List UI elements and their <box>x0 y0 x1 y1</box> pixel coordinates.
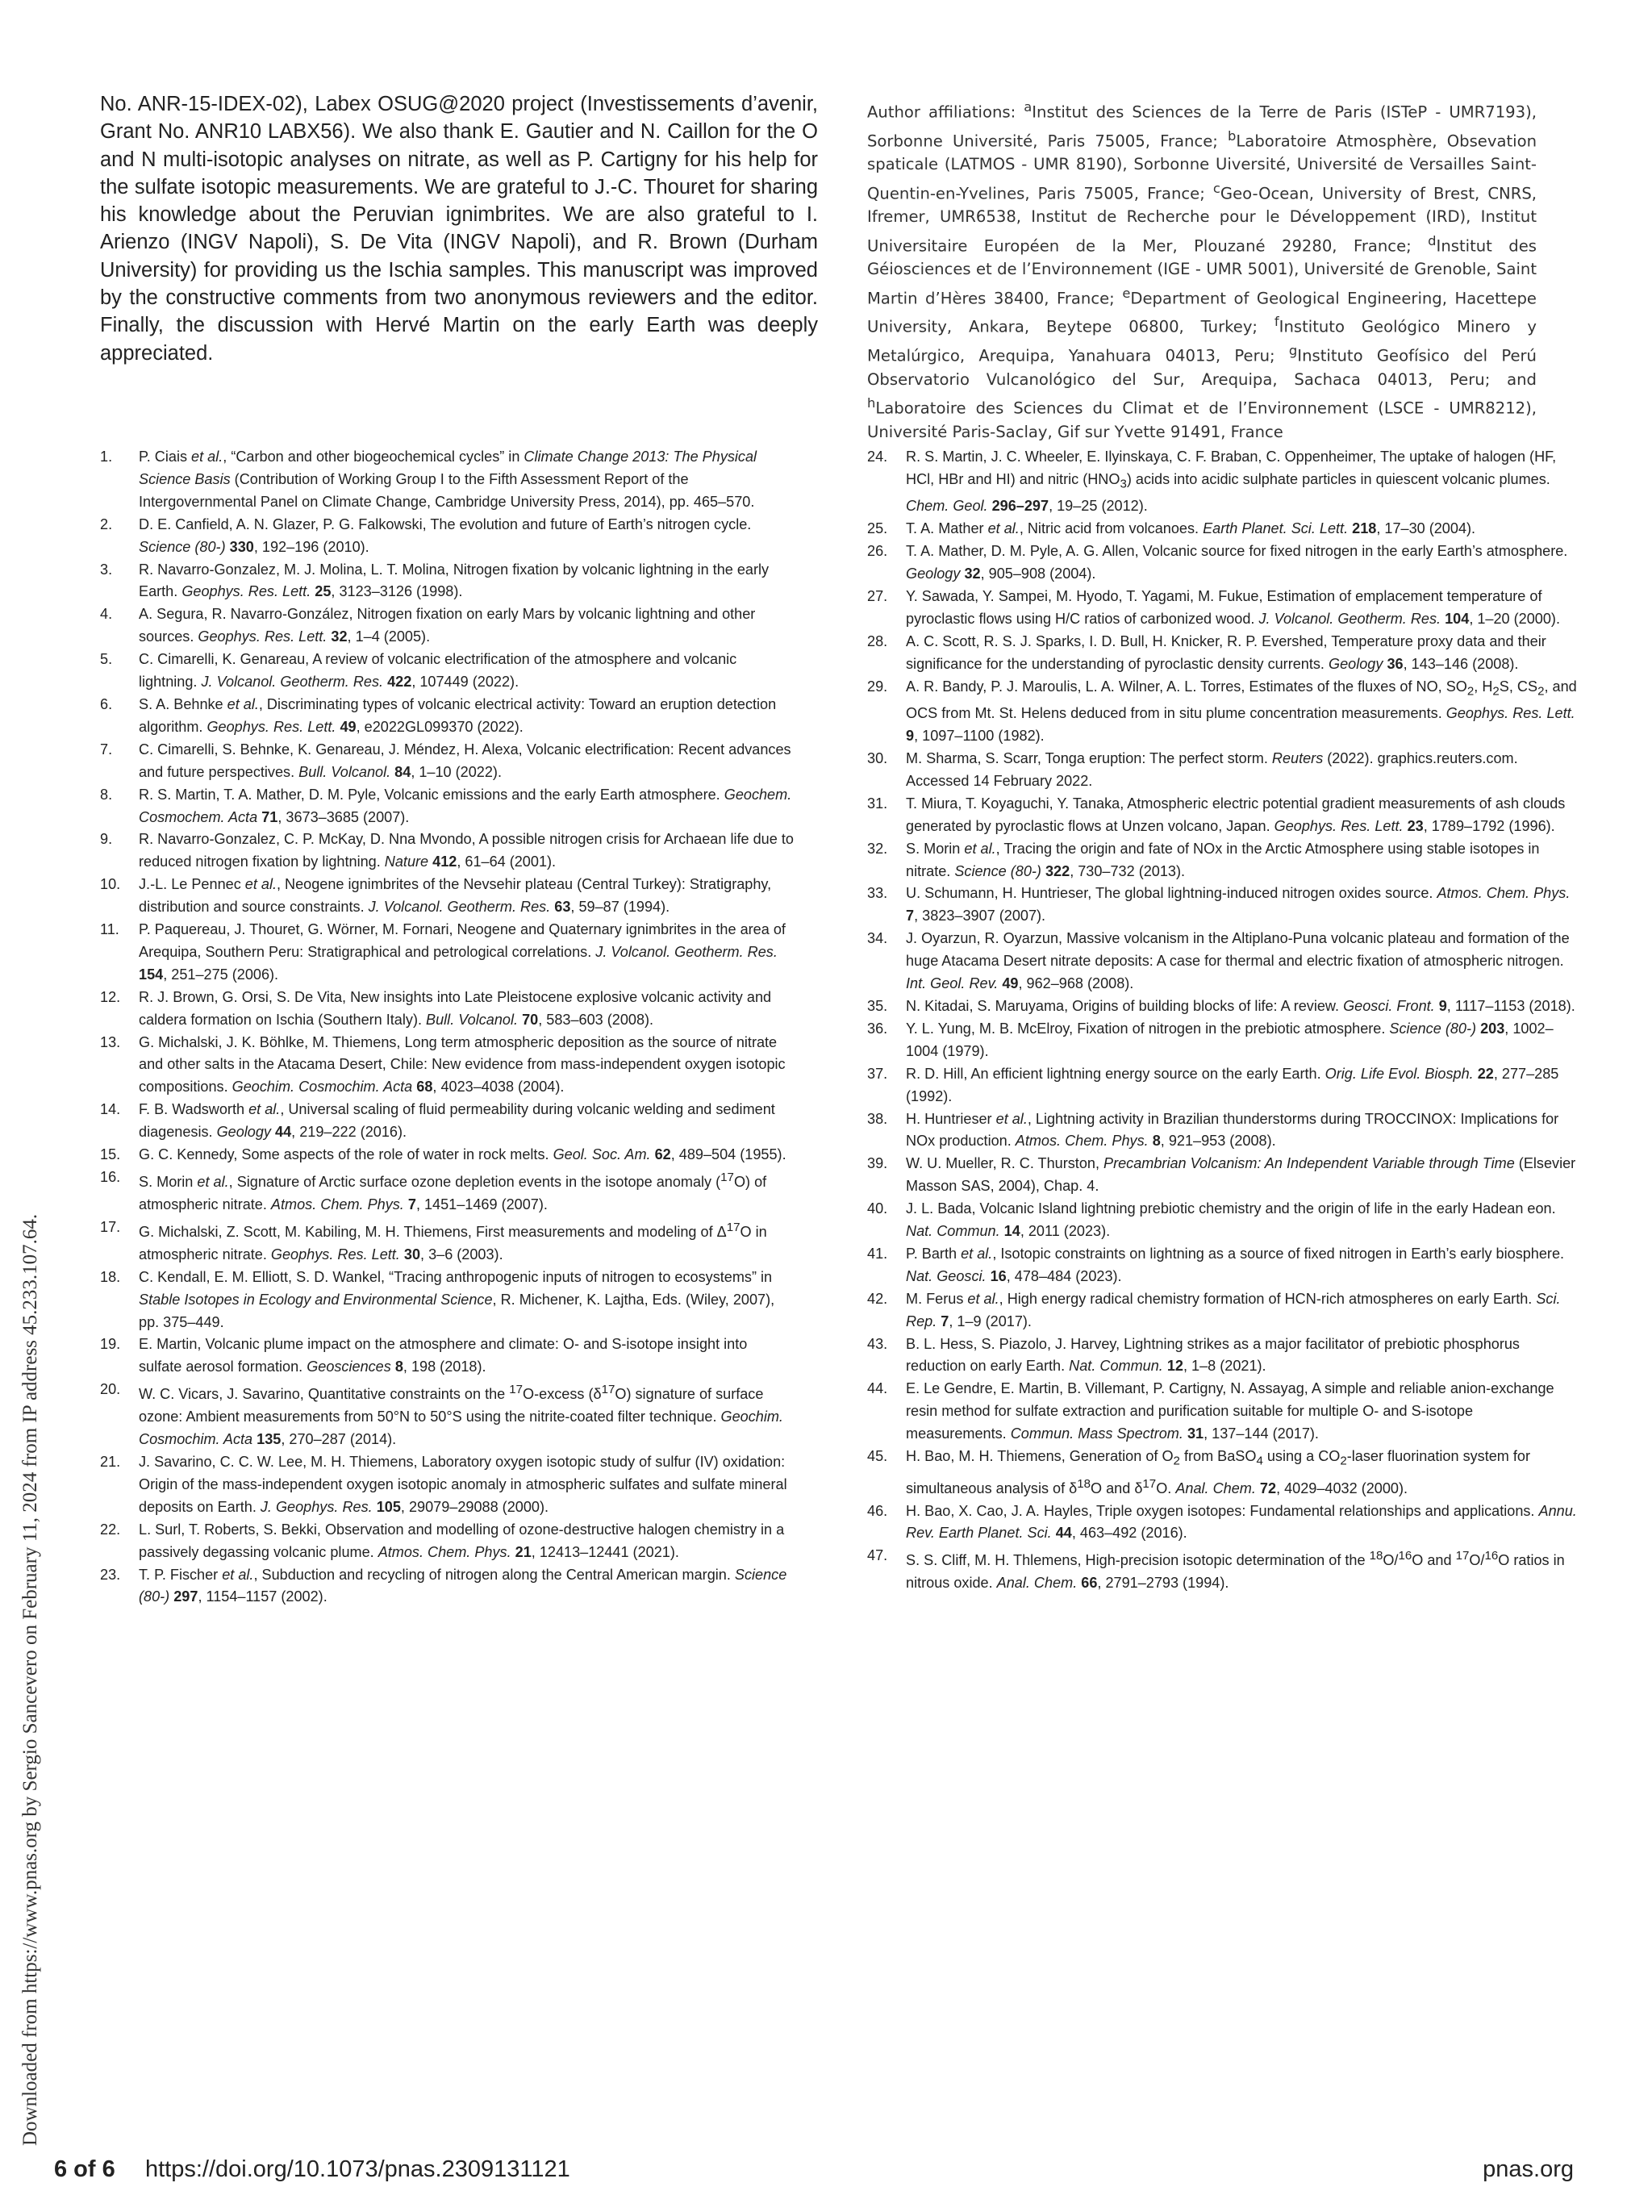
reference-number: 22. <box>100 1521 121 1538</box>
reference-item <box>867 631 1577 676</box>
reference-text: J. L. Bada, Volcanic Island lightning prebiotic chemistry and the origin of life in the early Hadean eon. Nat. Commun. 14, 2011 (2023). <box>906 1200 1556 1240</box>
reference-item <box>100 1451 794 1519</box>
reference-number: 2. <box>100 515 113 532</box>
reference-number: 34. <box>867 930 888 947</box>
reference-item <box>867 540 1577 586</box>
reference-item <box>867 1108 1577 1154</box>
reference-item <box>100 649 794 694</box>
reference-item <box>100 828 794 874</box>
reference-text: H. Bao, M. H. Thiemens, Generation of $O_2$ from BaSO$_4$ using a $CO_2$-laser fluorination system for simultaneous analysis of $\delta^{18}O$ and $\delta^{17}O$. Anal. Chem. 72, 4029–4032 (2000). <box>906 1448 1531 1496</box>
reference-text: S. S. Cliff, M. H. Thlemens, High-precision isotopic determination of the $^{18}$O/$^{16}$O and $^{17}$O/$^{16}$O ratios in nitrous oxide. Anal. Chem. 66, 2791–2793 (1994). <box>906 1549 1565 1592</box>
reference-item <box>100 1099 794 1144</box>
reference-item <box>867 748 1577 793</box>
reference-text: S. Morin et al., Tracing the origin and fate of NOx in the Arctic Atmosphere using stable isotopes in nitrate. Science (80-) 322, 730–732 (2013). <box>906 840 1540 879</box>
reference-text: T. Miura, T. Koyaguchi, Y. Tanaka, Atmospheric electric potential gradient measurements of ash clouds generated by pyroclastic flows at Unzen volcano, Japan. Geophys. Res. Lett. 23, 1789–1792 (1996). <box>906 795 1566 834</box>
reference-number: 31. <box>867 795 888 812</box>
reference-number: 6. <box>100 695 113 712</box>
reference-item <box>867 1063 1577 1108</box>
reference-item <box>100 446 794 514</box>
reference-number: 26. <box>867 543 888 560</box>
reference-number: 27. <box>867 588 888 605</box>
journal-site-link[interactable]: pnas.org <box>1483 2156 1574 2182</box>
reference-item <box>100 1167 794 1217</box>
reference-item <box>867 793 1577 838</box>
reference-text: C. Kendall, E. M. Elliott, S. D. Wankel, “Tracing anthropogenic inputs of nitrogen to ecosystems” in Stable Isotopes in Ecology and Environmental Science, R. Michener, K. Lajtha, Eds. (Wiley, 2007), pp. 375–449. <box>139 1268 775 1330</box>
reference-number: 32. <box>867 840 888 857</box>
reference-item <box>867 1500 1577 1546</box>
reference-number: 37. <box>867 1065 888 1082</box>
reference-text: W. C. Vicars, J. Savarino, Quantitative constraints on the $^{17}$O-excess $(\delta^{17}O)$ signature of surface ozone: Ambient measurements from 50°N to 50°S using the nitrite-coated filter technique. Geochim. Cosmochim. Acta 135, 270–287 (2014). <box>139 1383 783 1448</box>
reference-text: D. E. Canfield, A. N. Glazer, P. G. Falkowski, The evolution and future of Earth’s nitrogen cycle. Science (80-) 330, 192–196 (2010). <box>139 515 752 555</box>
reference-text: P. Barth et al., Isotopic constraints on lightning as a source of fixed nitrogen in Earth’s early biosphere. Nat. Geosci. 16, 478–484 (2023). <box>906 1245 1565 1284</box>
reference-text: R. Navarro-Gonzalez, C. P. McKay, D. Nna Mvondo, A possible nitrogen crisis for Archaean life due to reduced nitrogen fixation by lightning. Nature 412, 61–64 (2001). <box>139 831 794 870</box>
reference-number: 47. <box>867 1547 888 1564</box>
reference-text: H. Huntrieser et al., Lightning activity in Brazilian thunderstorms during TROCCINOX: Implications for NOx production. Atmos. Chem. Phys. 8, 921–953 (2008). <box>906 1110 1559 1150</box>
reference-item <box>100 1144 794 1167</box>
reference-text: T. P. Fischer et al., Subduction and recycling of nitrogen along the Central American margin. Science (80-) 297, 1154–1157 (2002). <box>139 1566 787 1605</box>
reference-number: 14. <box>100 1101 121 1118</box>
reference-item <box>867 838 1577 883</box>
reference-number: 23. <box>100 1566 121 1583</box>
reference-text: P. Paquereau, J. Thouret, G. Wörner, M. Fornari, Neogene and Quaternary ignimbrites in the area of Arequipa, Southern Peru: Stratigraphical and petrological correlations. J. Volcanol. Geotherm. Res. 154, 251–275 (2006). <box>139 921 786 983</box>
reference-number: 35. <box>867 997 888 1014</box>
reference-number: 8. <box>100 786 113 803</box>
reference-text: T. A. Mather, D. M. Pyle, A. G. Allen, Volcanic source for fixed nitrogen in the early Earth’s atmosphere. Geology 32, 905–908 (2004). <box>906 543 1568 582</box>
reference-number: 16. <box>100 1169 121 1185</box>
reference-text: M. Sharma, S. Scarr, Tonga eruption: The perfect storm. Reuters (2022). graphics.reuters.com. Accessed 14 February 2022. <box>906 750 1518 789</box>
reference-item <box>100 919 794 987</box>
reference-item <box>867 676 1577 748</box>
reference-text: E. Le Gendre, E. Martin, B. Villemant, P. Cartigny, N. Assayag, A simple and reliable anion-exchange resin method for sulfate extraction and purification suitable for multiple O- and S-isotope measurements. Commun. Mass Spectrom. 31, 137–144 (2017). <box>906 1380 1554 1442</box>
reference-item <box>100 1564 794 1609</box>
reference-text: J. Oyarzun, R. Oyarzun, Massive volcanism in the Altiplano-Puna volcanic plateau and formation of the huge Atacama Desert nitrate deposits: A case for thermal and electric fixation of atmospheric nitrogen. Int. Geol. Rev. 49, 962–968 (2008). <box>906 930 1570 992</box>
reference-item <box>867 1153 1577 1198</box>
reference-number: 11. <box>100 921 119 938</box>
reference-item <box>100 1217 794 1267</box>
reference-item <box>100 694 794 739</box>
reference-text: Y. Sawada, Y. Sampei, M. Hyodo, T. Yagami, M. Fukue, Estimation of emplacement temperature of pyroclastic flows using H/C ratios of carbonized wood. J. Volcanol. Geotherm. Res. 104, 1–20 (2000). <box>906 588 1560 627</box>
reference-number: 36. <box>867 1020 888 1037</box>
reference-number: 1. <box>100 449 113 465</box>
reference-item <box>867 446 1577 518</box>
reference-item <box>100 1519 794 1564</box>
reference-item <box>867 518 1577 540</box>
reference-item <box>867 1243 1577 1288</box>
reference-text: T. A. Mather et al., Nitric acid from volcanoes. Earth Planet. Sci. Lett. 218, 17–30 (2004). <box>906 520 1476 537</box>
reference-item <box>867 1198 1577 1243</box>
reference-number: 42. <box>867 1290 888 1307</box>
reference-item <box>867 1446 1577 1500</box>
reference-item <box>100 987 794 1032</box>
reference-text: A. C. Scott, R. S. J. Sparks, I. D. Bull, H. Knicker, R. P. Evershed, Temperature proxy data and their significance for the understanding of pyroclastic density currents. Geology 36, 143–146 (2008). <box>906 632 1546 672</box>
reference-item <box>100 1379 794 1451</box>
reference-text: H. Bao, X. Cao, J. A. Hayles, Triple oxygen isotopes: Fundamental relationships and applications. Annu. Rev. Earth Planet. Sci. 44, 463–492 (2016). <box>906 1502 1577 1542</box>
reference-number: 15. <box>100 1146 121 1163</box>
reference-number: 30. <box>867 750 888 766</box>
doi-link[interactable]: https://doi.org/10.1073/pnas.2309131121 <box>145 2156 570 2182</box>
reference-text: J. Savarino, C. C. W. Lee, M. H. Thiemens, Laboratory oxygen isotopic study of sulfur (IV) oxidation: Origin of the mass-independent oxygen isotopic anomaly in atmospheric sulfates and sulfate mineral deposits on Earth. J. Geophys. Res. 105, 29079–29088 (2000). <box>139 1453 787 1515</box>
reference-number: 5. <box>100 651 113 668</box>
reference-item <box>867 1018 1577 1063</box>
reference-number: 40. <box>867 1200 888 1217</box>
reference-number: 25. <box>867 520 888 537</box>
references-right-column <box>867 446 1577 1595</box>
reference-number: 45. <box>867 1448 888 1465</box>
reference-number: 33. <box>867 885 888 902</box>
reference-text: B. L. Hess, S. Piazolo, J. Harvey, Lightning strikes as a major facilitator of prebiotic phosphorus reduction on early Earth. Nat. Commun. 12, 1–8 (2021). <box>906 1335 1520 1375</box>
reference-number: 24. <box>867 449 888 465</box>
reference-text: W. U. Mueller, R. C. Thurston, Precambrian Volcanism: An Independent Variable through Time (Elsevier Masson SAS, 2004), Chap. 4. <box>906 1155 1576 1195</box>
reference-number: 19. <box>100 1336 121 1353</box>
reference-text: N. Kitadai, S. Maruyama, Origins of building blocks of life: A review. Geosci. Front. 9, 1117–1153 (2018). <box>906 997 1575 1014</box>
acknowledgments-text: No. ANR-15-IDEX-02), Labex OSUG@2020 project (Investissements d’avenir, Grant No. ANR10 LABX56). We also thank E. Gautier and N. Caillon for the O and N multi-isotopic analyses on nitrate, as well as P. Cartigny for his help for the sulfate isotopic measurements. We are grateful to J.-C. Thouret for sharing his knowledge about the Peruvian ignimbrites. We are also grateful to I. Arienzo (INGV Napoli), S. De Vita (INGV Napoli), and R. Brown (Durham University) for providing us the Ischia samples. This manuscript was improved by the constructive comments from two anonymous reviewers and the editor. Finally, the discussion with Hervé Martin on the early Earth was deeply appreciated. <box>100 93 818 365</box>
reference-number: 4. <box>100 606 113 623</box>
reference-text: E. Martin, Volcanic plume impact on the atmosphere and climate: O- and S-isotope insight into sulfate aerosol formation. Geosciences 8, 198 (2018). <box>139 1336 748 1375</box>
reference-number: 10. <box>100 876 121 893</box>
reference-text: S. Morin et al., Signature of Arctic surface ozone depletion events in the isotope anomaly ($^{17}$O) of atmospheric nitrate. Atmos. Chem. Phys. 7, 1451–1469 (2007). <box>139 1171 767 1212</box>
reference-item <box>867 995 1577 1018</box>
reference-item <box>100 739 794 784</box>
reference-text: L. Surl, T. Roberts, S. Bekki, Observation and modelling of ozone-destructive halogen chemistry in a passively degassing volcanic plume. Atmos. Chem. Phys. 21, 12413–12441 (2021). <box>139 1521 785 1560</box>
reference-item <box>867 928 1577 995</box>
reference-item <box>867 1288 1577 1333</box>
reference-number: 41. <box>867 1245 888 1262</box>
reference-number: 28. <box>867 632 888 649</box>
reference-text: R. S. Martin, T. A. Mather, D. M. Pyle, Volcanic emissions and the early Earth atmosphere. Geochem. Cosmochem. Acta 71, 3673–3685 (2007). <box>139 786 792 825</box>
reference-item <box>100 784 794 829</box>
reference-text: P. Ciais et al., “Carbon and other biogeochemical cycles” in Climate Change 2013: The Physical Science Basis (Contribution of Working Group I to the Fifth Assessment Report of the Intergovernmental Panel on Climate Change, Cambridge University Press, 2014), pp. 465–570. <box>139 449 757 510</box>
reference-item <box>867 586 1577 631</box>
reference-text: R. Navarro-Gonzalez, M. J. Molina, L. T. Molina, Nitrogen fixation by volcanic lightning in the early Earth. Geophys. Res. Lett. 25, 3123–3126 (1998). <box>139 561 770 600</box>
reference-text: G. C. Kennedy, Some aspects of the role of water in rock melts. Geol. Soc. Am. 62, 489–504 (1955). <box>139 1146 786 1163</box>
reference-text: A. Segura, R. Navarro-González, Nitrogen fixation on early Mars by volcanic lightning and other sources. Geophys. Res. Lett. 32, 1–4 (2005). <box>139 606 756 645</box>
reference-item <box>867 1378 1577 1446</box>
reference-number: 13. <box>100 1033 121 1050</box>
page-footer <box>0 2150 1652 2190</box>
reference-number: 7. <box>100 741 113 758</box>
reference-number: 29. <box>867 678 888 695</box>
reference-text: A. R. Bandy, P. J. Maroulis, L. A. Wilner, A. L. Torres, Estimates of the fluxes of NO, $SO_2$, $H_2S$, $CS_2$, and OCS from Mt. St. Helens deduced from in situ plume concentration measurements. Geophys. Res. Lett. 9, 1097–1100 (1982). <box>906 678 1577 745</box>
reference-text: U. Schumann, H. Huntrieser, The global lightning-induced nitrogen oxides source. Atmos. Chem. Phys. 7, 3823–3907 (2007). <box>906 885 1571 924</box>
reference-number: 9. <box>100 831 113 848</box>
reference-text: Y. L. Yung, M. B. McElroy, Fixation of nitrogen in the prebiotic atmosphere. Science (80-) 203, 1002–1004 (1979). <box>906 1020 1554 1059</box>
reference-text: F. B. Wadsworth et al., Universal scaling of fluid permeability during volcanic welding and sediment diagenesis. Geology 44, 219–222 (2016). <box>139 1101 775 1141</box>
reference-number: 38. <box>867 1110 888 1127</box>
reference-text: C. Cimarelli, K. Genareau, A review of volcanic electrification of the atmosphere and volcanic lightning. J. Volcanol. Geotherm. Res. 422, 107449 (2022). <box>139 651 737 691</box>
reference-number: 39. <box>867 1155 888 1172</box>
reference-number: 12. <box>100 988 121 1005</box>
reference-item <box>100 1267 794 1334</box>
reference-item <box>100 874 794 919</box>
reference-item <box>100 559 794 604</box>
reference-number: 18. <box>100 1268 121 1285</box>
reference-text: C. Cimarelli, S. Behnke, K. Genareau, J. Méndez, H. Alexa, Volcanic electrification: Recent advances and future perspectives. Bull. Volcanol. 84, 1–10 (2022). <box>139 741 791 780</box>
reference-text: R. S. Martin, J. C. Wheeler, E. Ilyinskaya, C. F. Braban, C. Oppenheimer, The uptake of halogen (HF, HCl, HBr and HI) and nitric $(HNO_3)$ acids into acidic sulphate particles in quiescent volcanic plumes. Chem. Geol. 296–297, 19–25 (2012). <box>906 449 1557 515</box>
reference-item <box>100 1032 794 1100</box>
reference-item <box>100 514 794 559</box>
reference-number: 3. <box>100 561 113 578</box>
references-left-column <box>100 446 794 1609</box>
reference-number: 21. <box>100 1453 121 1470</box>
reference-number: 44. <box>867 1380 888 1397</box>
reference-number: 20. <box>100 1381 121 1398</box>
reference-number: 17. <box>100 1218 121 1235</box>
author-affiliations: Author affiliations: $^a$Institut des Sciences de la Terre de Paris (ISTeP - UMR7193), Sorbonne Université, Paris 75005, France; $^b$Laboratoire Atmosphère, Obsevation spaticale (LATMOS - UMR 8190), Sorbonne Uiversité, Université de Versailles Saint-Quentin-en-Yvelines, Paris 75005, France; $^c$Geo-Ocean, University of Brest, CNRS, Ifremer, UMR6538, Institut de Recherche pour le Développement (IRD), Institut Universitaire Européen de la Mer, Plouzané 29280, France; $^d$Institut des Géiosciences et de l’Environnement (IGE - UMR 5001), Université de Grenoble, Saint Martin d’Hères 38400, France; $^e$Department of Geological Engineering, Hacettepe University, Ankara, Beytepe 06800, Turkey; $^f$Instituto Geológico Minero y Metalúrgico, Arequipa, Yanahuara 04013, Peru; $^g$Instituto Geofísico del Perú Observatorio Vulcanológico del Sur, Arequipa, Sachaca 04013, Peru; and $^h$Laboratoire des Sciences du Climat et de l’Environnement (LSCE - UMR8212), Université Paris-Saclay, Gif sur Yvette 91491, France <box>867 99 1537 441</box>
reference-text: J.-L. Le Pennec et al., Neogene ignimbrites of the Nevsehir plateau (Central Turkey): Stratigraphy, distribution and source constraints. J. Volcanol. Geotherm. Res. 63, 59–87 (1994). <box>139 876 772 916</box>
reference-text: S. A. Behnke et al., Discriminating types of volcanic electrical activity: Toward an eruption detection algorithm. Geophys. Res. Lett. 49, e2022GL099370 (2022). <box>139 695 777 735</box>
reference-text: R. J. Brown, G. Orsi, S. De Vita, New insights into Late Pleistocene explosive volcanic activity and caldera formation on Ischia (Southern Italy). Bull. Volcanol. 70, 583–603 (2008). <box>139 988 772 1028</box>
reference-number: 43. <box>867 1335 888 1352</box>
reference-text: G. Michalski, Z. Scott, M. Kabiling, M. H. Thiemens, First measurements and modeling of $\Delta^{17}O$ in atmospheric nitrate. Geophys. Res. Lett. 30, 3–6 (2003). <box>139 1220 767 1263</box>
download-notice: Downloaded from https://www.pnas.org by Sergio Sancevero on February 11, 2024 from IP address 45.233.107.64. <box>19 1213 41 2146</box>
page-number: 6 of 6 <box>54 2156 115 2182</box>
reference-item <box>867 1333 1577 1379</box>
reference-text: M. Ferus et al., High energy radical chemistry formation of HCN-rich atmospheres on early Earth. Sci. Rep. 7, 1–9 (2017). <box>906 1290 1561 1329</box>
reference-item <box>100 1333 794 1379</box>
reference-item <box>867 883 1577 928</box>
reference-number: 46. <box>867 1502 888 1519</box>
reference-text: R. D. Hill, An efficient lightning energy source on the early Earth. Orig. Life Evol. Biosph. 22, 277–285 (1992). <box>906 1065 1559 1104</box>
reference-item <box>867 1545 1577 1595</box>
reference-text: G. Michalski, J. K. Böhlke, M. Thiemens, Long term atmospheric deposition as the source of nitrate and other salts in the Atacama Desert, Chile: New evidence from mass-independent oxygen isotopic compositions. Geochim. Cosmochim. Acta 68, 4023–4038 (2004). <box>139 1033 786 1096</box>
reference-item <box>100 603 794 649</box>
